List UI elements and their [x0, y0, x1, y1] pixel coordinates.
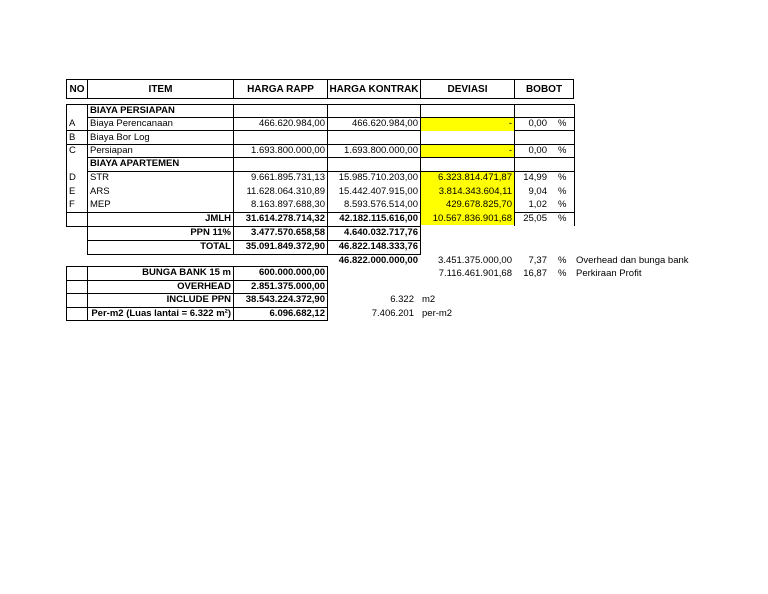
header-deviasi: DEVIASI	[420, 79, 515, 99]
ppn-rapp: 3.477.570.658,58	[251, 227, 325, 238]
summary-per-m2-value: 6.096.682,12	[269, 308, 325, 319]
note-overhead-value: 3.451.375.000,00	[438, 255, 512, 266]
total-rapp: 35.091.849.372,90	[245, 241, 325, 252]
ppn-label: PPN 11%	[190, 227, 231, 238]
jmlh-pct: %	[558, 213, 567, 224]
note-overhead-bobot: 7,37	[528, 255, 547, 266]
row-b-no: B	[69, 132, 76, 143]
jmlh-label: JMLH	[205, 213, 231, 224]
row-a-pct: %	[558, 118, 567, 129]
row-f-rapp: 8.163.897.688,30	[251, 199, 325, 210]
row-b-item: Biaya Bor Log	[90, 132, 150, 143]
jmlh-bobot: 25,05	[523, 213, 547, 224]
row-c-item: Persiapan	[90, 145, 133, 156]
row-d-deviasi: 6.323.814.471,87	[438, 172, 512, 183]
side-area-unit: m2	[422, 294, 436, 305]
side-per-m2-value: 7.406.201	[371, 308, 414, 319]
row-f-bobot: 1,02	[528, 199, 547, 210]
row-c-no: C	[69, 145, 76, 156]
summary-per-m2-label: Per-m2 (Luas lantai = 6.322 m²)	[91, 308, 231, 319]
jmlh-rapp: 31.614.278.714,32	[245, 213, 325, 224]
ppn-kontrak: 4.640.032.717,76	[344, 227, 418, 238]
row-d-rapp: 9.661.895.731,13	[251, 172, 325, 183]
row-a-deviasi: -	[508, 118, 512, 129]
note-overhead-label: Overhead dan bunga bank	[576, 255, 689, 266]
row-a-no: A	[69, 118, 76, 129]
row-f-item: MEP	[90, 199, 111, 210]
summary-bunga-bank-label: BUNGA BANK 15 m	[142, 267, 231, 278]
header-no: NO	[66, 79, 88, 99]
row-d-bobot: 14,99	[523, 172, 547, 183]
total-label: TOTAL	[200, 241, 231, 252]
row-a-bobot: 0,00	[528, 118, 547, 129]
side-area-value: 6.322	[390, 294, 414, 305]
row-f-deviasi: 429.678.825,70	[445, 199, 512, 210]
row-d-item: STR	[90, 172, 109, 183]
note-profit-pct: %	[558, 268, 567, 279]
header-bobot: BOBOT	[514, 79, 574, 99]
row-e-pct: %	[558, 186, 567, 197]
total-kontrak: 46.822.148.333,76	[338, 241, 418, 252]
kontrak-rounded: 46.822.000.000,00	[338, 255, 418, 266]
row-e-bobot: 9,04	[528, 186, 547, 197]
jmlh-kontrak: 42.182.115.616,00	[339, 213, 418, 224]
note-profit-bobot: 16,87	[523, 268, 547, 279]
row-e-item: ARS	[90, 186, 110, 197]
side-per-m2-unit: per-m2	[422, 308, 453, 319]
row-d-pct: %	[558, 172, 567, 183]
row-a-kontrak: 466.620.984,00	[351, 118, 418, 129]
section-biaya-persiapan: BIAYA PERSIAPAN	[90, 105, 175, 116]
row-f-pct: %	[558, 199, 567, 210]
summary-include-ppn-label: INCLUDE PPN	[166, 294, 231, 305]
row-e-kontrak: 15.442.407.915,00	[338, 186, 418, 197]
row-c-pct: %	[558, 145, 567, 156]
row-a-item: Biaya Perencanaan	[90, 118, 173, 129]
summary-include-ppn-value: 38.543.224.372,90	[245, 294, 325, 305]
note-profit-label: Perkiraan Profit	[576, 268, 642, 279]
row-f-no: F	[69, 199, 75, 210]
row-c-rapp: 1.693.800.000,00	[251, 145, 325, 156]
header-harga-kontrak: HARGA KONTRAK	[327, 79, 421, 99]
row-e-deviasi: 3.814.343.604,11	[438, 186, 512, 197]
row-d-kontrak: 15.985.710.203,00	[338, 172, 418, 183]
header-harga-rapp: HARGA RAPP	[233, 79, 328, 99]
row-a-rapp: 466.620.984,00	[258, 118, 325, 129]
note-overhead-pct: %	[558, 255, 567, 266]
jmlh-deviasi: 10.567.836.901,68	[432, 213, 512, 224]
row-d-no: D	[69, 172, 76, 183]
row-f-kontrak: 8.593.576.514,00	[344, 199, 418, 210]
summary-bunga-bank-value: 600.000.000,00	[258, 267, 325, 278]
summary-overhead-value: 2.851.375.000,00	[251, 281, 325, 292]
row-c-deviasi: -	[508, 145, 512, 156]
section-biaya-apartemen: BIAYA APARTEMEN	[90, 158, 180, 169]
row-c-kontrak: 1.693.800.000,00	[344, 145, 418, 156]
row-e-rapp: 11.628.064.310,89	[246, 186, 325, 197]
row-c-bobot: 0,00	[528, 145, 547, 156]
summary-overhead-label: OVERHEAD	[177, 281, 231, 292]
note-profit-value: 7.116.461.901,68	[438, 268, 512, 279]
header-item: ITEM	[87, 79, 234, 99]
row-e-no: E	[69, 186, 76, 197]
